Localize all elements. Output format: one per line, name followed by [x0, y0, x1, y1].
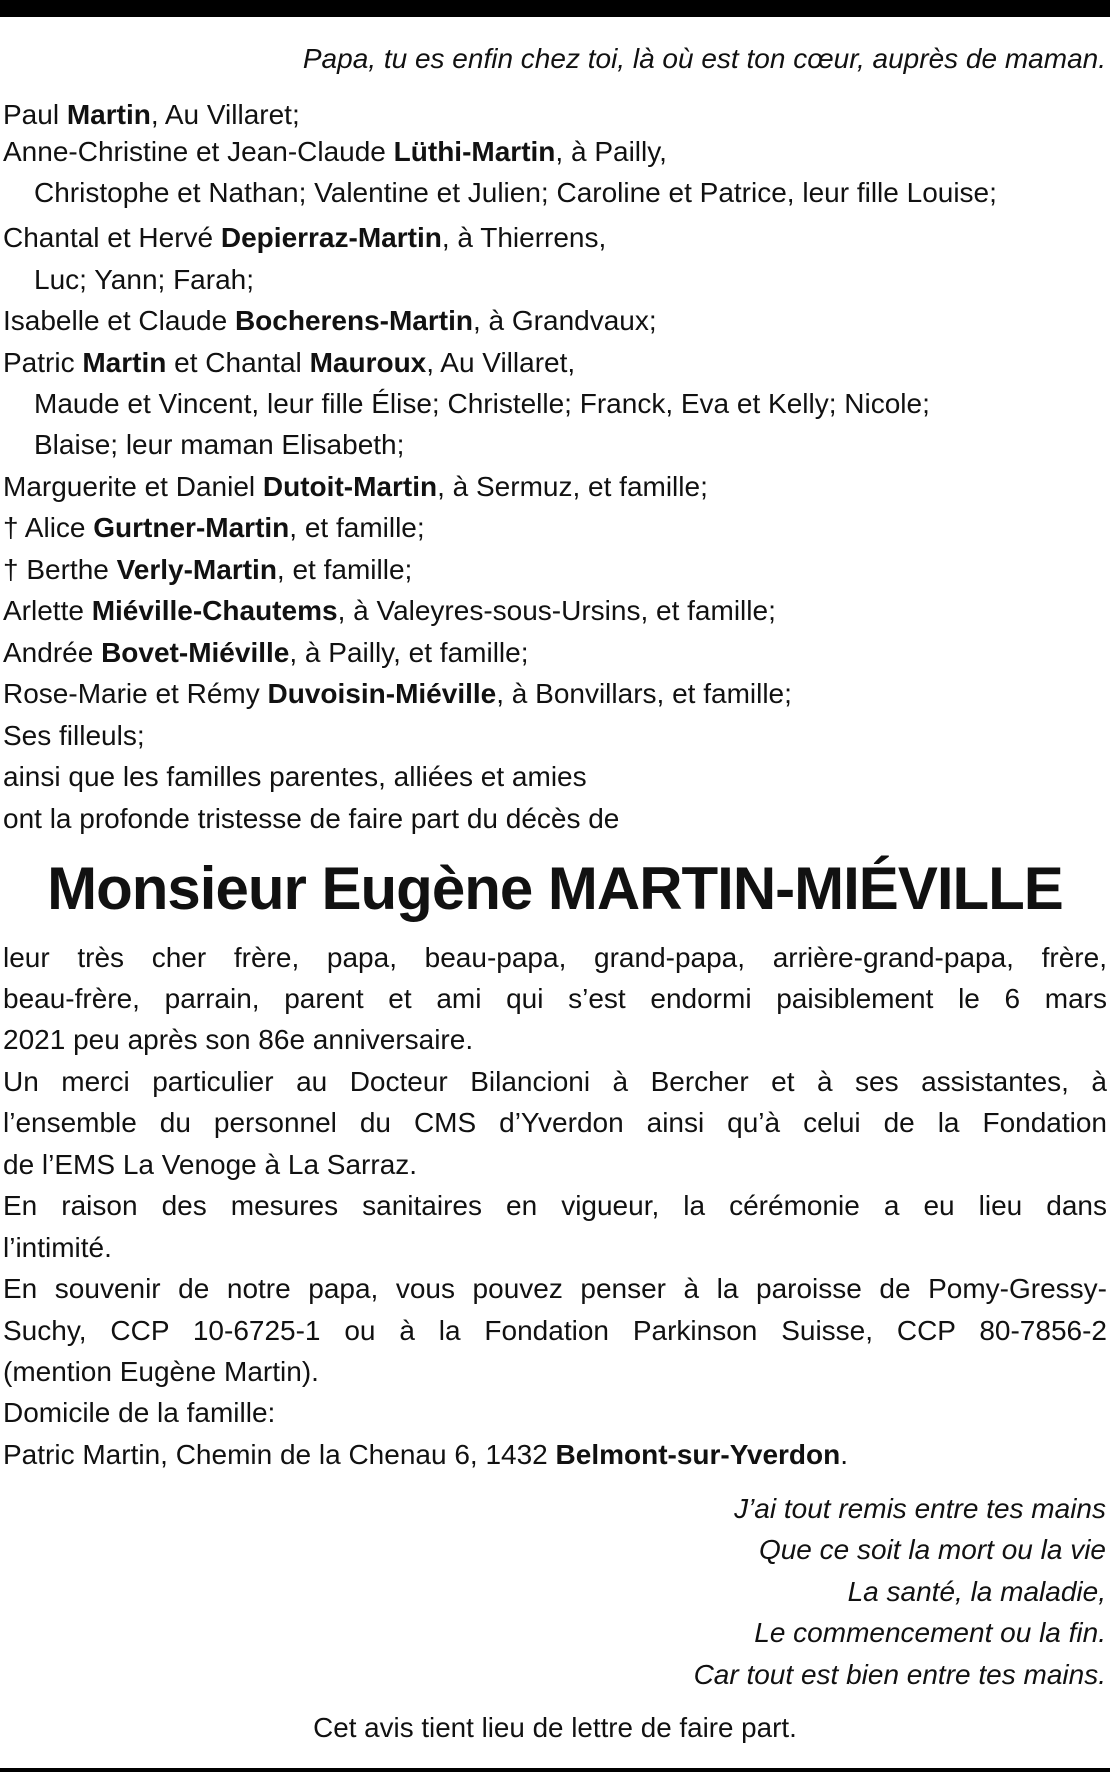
family-line: † Alice Gurtner-Martin, et famille; [3, 512, 425, 543]
poem-line: Que ce soit la mort ou la vie [758, 1534, 1106, 1565]
bottom-border [0, 1768, 1110, 1772]
top-border [0, 0, 1110, 17]
family-line: Andrée Bovet-Miéville, à Pailly, et famille; [3, 637, 529, 668]
family-line: Chantal et Hervé Depierraz-Martin, à Thierrens, [3, 222, 607, 253]
poem-line: La santé, la maladie, [847, 1576, 1106, 1607]
body-line: de l’EMS La Venoge à La Sarraz. [3, 1149, 418, 1180]
poem-line: Le commencement ou la fin. [754, 1617, 1106, 1648]
family-line: Blaise; leur maman Elisabeth; [34, 429, 405, 460]
family-line: Anne-Christine et Jean-Claude Lüthi-Martin, à Pailly, [3, 136, 667, 167]
body-line: l’intimité. [3, 1232, 112, 1263]
body-line: 2021 peu après son 86e anniversaire. [3, 1024, 474, 1055]
epigraph: Papa, tu es enfin chez toi, là où est ton cœur, auprès de maman. [302, 43, 1106, 74]
body-line: beau-frère, parrain, parent et ami qui s’est endormi paisiblement le 6 mars [3, 983, 1107, 1014]
family-line: Patric Martin et Chantal Mauroux, Au Villaret, [3, 347, 576, 378]
poem-line: J’ai tout remis entre tes mains [734, 1493, 1106, 1524]
body-line: En raison des mesures sanitaires en vigueur, la cérémonie a eu lieu dans [3, 1190, 1107, 1221]
family-line: Maude et Vincent, leur fille Élise; Christelle; Franck, Eva et Kelly; Nicole; [34, 388, 930, 419]
family-line: Isabelle et Claude Bocherens-Martin, à Grandvaux; [3, 305, 657, 336]
domicile-address: Patric Martin, Chemin de la Chenau 6, 1432 Belmont-sur-Yverdon. [3, 1439, 849, 1470]
body-line: l’ensemble du personnel du CMS d’Yverdon ainsi qu’à celui de la Fondation [3, 1107, 1107, 1138]
body-line: (mention Eugène Martin). [3, 1356, 319, 1387]
deceased-name: Monsieur Eugène MARTIN-MIÉVILLE [47, 855, 1063, 922]
family-line: Ses filleuls; [3, 720, 145, 751]
family-line: Marguerite et Daniel Dutoit-Martin, à Sermuz, et famille; [3, 471, 708, 502]
family-line: Arlette Miéville-Chautems, à Valeyres-sous-Ursins, et famille; [3, 595, 776, 626]
family-line: † Berthe Verly-Martin, et famille; [3, 554, 413, 585]
family-line: Rose-Marie et Rémy Duvoisin-Miéville, à Bonvillars, et famille; [3, 678, 792, 709]
poem-line: Car tout est bien entre tes mains. [693, 1659, 1106, 1690]
family-line: Luc; Yann; Farah; [34, 264, 254, 295]
body-line: Suchy, CCP 10-6725-1 ou à la Fondation Parkinson Suisse, CCP 80-7856-2 [3, 1315, 1107, 1346]
family-line: Christophe et Nathan; Valentine et Julien; Caroline et Patrice, leur fille Louise; [34, 177, 997, 208]
body-line: Un merci particulier au Docteur Bilancioni à Bercher et à ses assistantes, à [3, 1066, 1107, 1097]
family-line: Paul Martin, Au Villaret; [3, 99, 300, 130]
footer-note: Cet avis tient lieu de lettre de faire part. [313, 1712, 797, 1743]
family-line: ainsi que les familles parentes, alliées et amies [3, 761, 587, 792]
body-line: En souvenir de notre papa, vous pouvez penser à la paroisse de Pomy-Gressy- [3, 1273, 1107, 1304]
family-line: ont la profonde tristesse de faire part du décès de [3, 803, 620, 834]
body-line: Domicile de la famille: [3, 1397, 276, 1428]
body-line: leur très cher frère, papa, beau-papa, grand-papa, arrière-grand-papa, frère, [3, 942, 1107, 973]
